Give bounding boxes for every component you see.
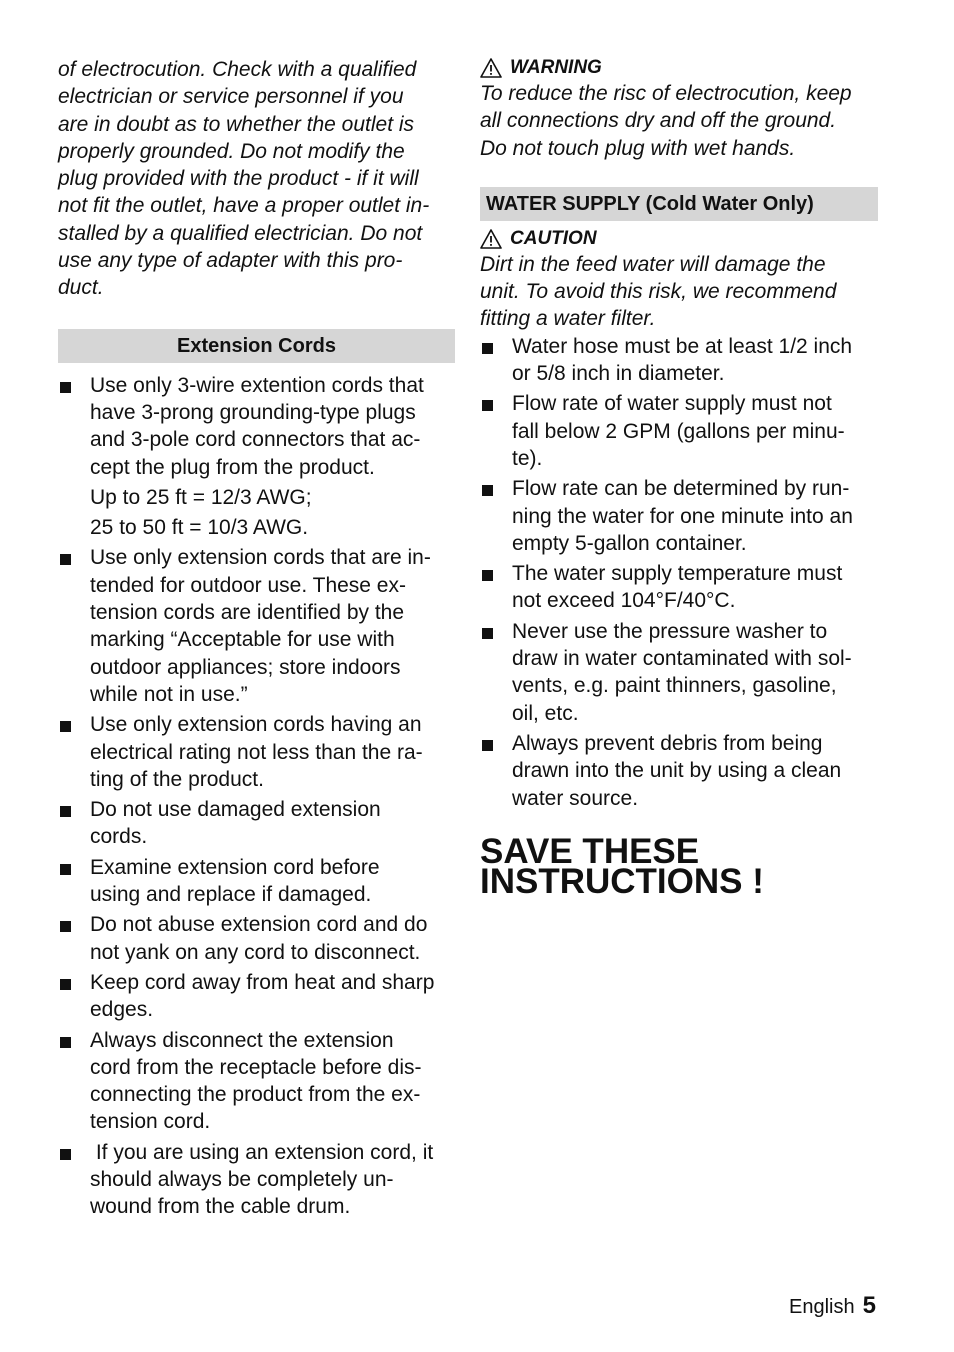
text-line: edges.	[90, 998, 154, 1022]
text-line: using and replace if damaged.	[90, 883, 372, 907]
right-column	[480, 56, 878, 901]
text-line: vents, e.g. paint thinners, gasoline,	[512, 674, 837, 698]
text-line: fall below 2 GPM (gallons per minu-	[512, 419, 845, 443]
warning-text	[480, 80, 878, 162]
square-bullet-icon	[482, 400, 493, 411]
text-line: Do not touch plug with wet hands.	[480, 136, 796, 160]
section-heading-water-supply: WATER SUPPLY (Cold Water Only)	[480, 187, 878, 221]
square-bullet-icon	[60, 864, 71, 875]
list-item	[58, 1139, 455, 1221]
text-line: Never use the pressure washer to	[512, 619, 828, 643]
text-line: Use only extension cords having an	[90, 713, 422, 737]
text-line: Use only extension cords that are in-	[90, 546, 431, 570]
text-line: plug provided with the product - if it will	[58, 167, 419, 191]
text-line: Flow rate of water supply must not	[512, 392, 832, 416]
square-bullet-icon	[482, 740, 493, 751]
text-line: tended for outdoor use. These ex-	[90, 573, 406, 597]
text-line: drawn into the unit by using a clean	[512, 759, 842, 783]
text-line: are in doubt as to whether the outlet is	[58, 112, 415, 136]
text-line: oil, etc.	[512, 701, 579, 725]
text-line: cord from the receptacle before dis-	[90, 1055, 422, 1079]
extension-cord-list	[58, 372, 455, 1221]
list-item	[480, 730, 878, 812]
text-line: electrician or service personnel if you	[58, 85, 404, 109]
gauge-spec-line: Up to 25 ft = 12/3 AWG;	[90, 485, 312, 509]
text-line: Do not use damaged extension	[90, 798, 381, 822]
text-line: tension cord.	[90, 1110, 211, 1134]
text-line: water source.	[512, 786, 639, 810]
warning-label: WARNING	[510, 57, 602, 78]
list-item	[58, 796, 455, 851]
water-supply-list	[480, 333, 878, 812]
gauge-spec-line: 25 to 50 ft = 10/3 AWG.	[90, 516, 309, 540]
list-item	[480, 618, 878, 727]
list-item	[58, 854, 455, 909]
caution-triangle-icon	[480, 229, 502, 249]
text-line: INSTRUCTIONS !	[480, 861, 764, 901]
text-line: SAVE THESE	[480, 831, 700, 871]
text-line: The water supply temperature must	[512, 562, 843, 586]
text-line: outdoor appliances; store indoors	[90, 655, 401, 679]
text-line: Keep cord away from heat and sharp	[90, 970, 435, 994]
list-item	[58, 1027, 455, 1136]
text-line: tension cords are identified by the	[90, 601, 405, 625]
list-item	[58, 544, 455, 708]
intro-paragraph	[58, 56, 455, 302]
list-item	[480, 333, 878, 388]
text-line: should always be completely un-	[90, 1167, 394, 1191]
text-line: ning the water for one minute into an	[512, 504, 853, 528]
list-item	[58, 969, 455, 1024]
text-line: te).	[512, 446, 543, 470]
text-line: Flow rate can be determined by run-	[512, 477, 850, 501]
square-bullet-icon	[482, 343, 493, 354]
square-bullet-icon	[482, 485, 493, 496]
text-line: not fit the outlet, have a proper outlet in-	[58, 194, 430, 218]
text-line: draw in water contaminated with sol-	[512, 647, 852, 671]
text-line: Dirt in the feed water will damage the	[480, 252, 826, 276]
list-item	[58, 911, 455, 966]
text-line: Examine extension cord before	[90, 855, 380, 879]
text-line: and 3-pole cord connectors that ac-	[90, 428, 421, 452]
list-item	[58, 372, 455, 542]
page-footer	[789, 1292, 876, 1320]
square-bullet-icon	[60, 1037, 71, 1048]
caution-label: CAUTION	[510, 227, 597, 249]
warning-triangle-icon	[480, 58, 502, 78]
caution-text	[480, 251, 878, 333]
caution-heading	[480, 227, 878, 251]
list-item	[480, 560, 878, 615]
square-bullet-icon	[60, 721, 71, 732]
text-line: or 5/8 inch in diameter.	[512, 362, 725, 386]
list-item	[480, 390, 878, 472]
text-line: cords.	[90, 825, 148, 849]
text-line: all connections dry and off the ground.	[480, 109, 837, 133]
text-line: unit. To avoid this risk, we recommend	[480, 280, 837, 304]
text-line: wound from the cable drum.	[90, 1195, 351, 1219]
text-line: If you are using an extension cord, it	[90, 1140, 434, 1164]
text-line: ting of the product.	[90, 767, 264, 791]
text-line: empty 5-gallon container.	[512, 531, 747, 555]
section-heading-extension-cords: Extension Cords	[58, 329, 455, 363]
text-line: of electrocution. Check with a qualified	[58, 58, 417, 81]
text-line: Water hose must be at least 1/2 inch	[512, 334, 853, 358]
text-line: use any type of adapter with this pro-	[58, 249, 403, 273]
warning-heading	[480, 56, 878, 80]
text-line: cept the plug from the product.	[90, 455, 375, 479]
square-bullet-icon	[60, 554, 71, 565]
text-line: fitting a water filter.	[480, 307, 656, 331]
page-number: 5	[862, 1292, 876, 1319]
left-column	[58, 56, 455, 1224]
square-bullet-icon	[60, 979, 71, 990]
list-item	[58, 711, 455, 793]
square-bullet-icon	[60, 382, 71, 393]
text-line: duct.	[58, 276, 104, 300]
text-line: To reduce the risc of electrocution, keep	[480, 82, 852, 105]
square-bullet-icon	[60, 806, 71, 817]
text-line: Always prevent debris from being	[512, 731, 823, 755]
text-line: Use only 3-wire extention cords that	[90, 373, 424, 397]
save-instructions-heading	[480, 831, 878, 901]
text-line: while not in use.”	[90, 682, 248, 706]
text-line: electrical rating not less than the ra-	[90, 740, 423, 764]
square-bullet-icon	[60, 921, 71, 932]
text-line: stalled by a qualified electrician. Do not	[58, 221, 423, 245]
text-line: not yank on any cord to disconnect.	[90, 940, 421, 964]
text-line: properly grounded. Do not modify the	[58, 139, 405, 163]
text-line: Do not abuse extension cord and do	[90, 913, 428, 937]
text-line: Always disconnect the extension	[90, 1028, 394, 1052]
text-line: have 3-prong grounding-type plugs	[90, 400, 416, 424]
square-bullet-icon	[482, 570, 493, 581]
text-line: marking “Acceptable for use with	[90, 628, 395, 652]
footer-language: English	[789, 1296, 855, 1318]
list-item	[480, 475, 878, 557]
text-line: connecting the product from the ex-	[90, 1083, 421, 1107]
text-line: not exceed 104°F/40°C.	[512, 589, 736, 613]
square-bullet-icon	[482, 628, 493, 639]
square-bullet-icon	[60, 1149, 71, 1160]
